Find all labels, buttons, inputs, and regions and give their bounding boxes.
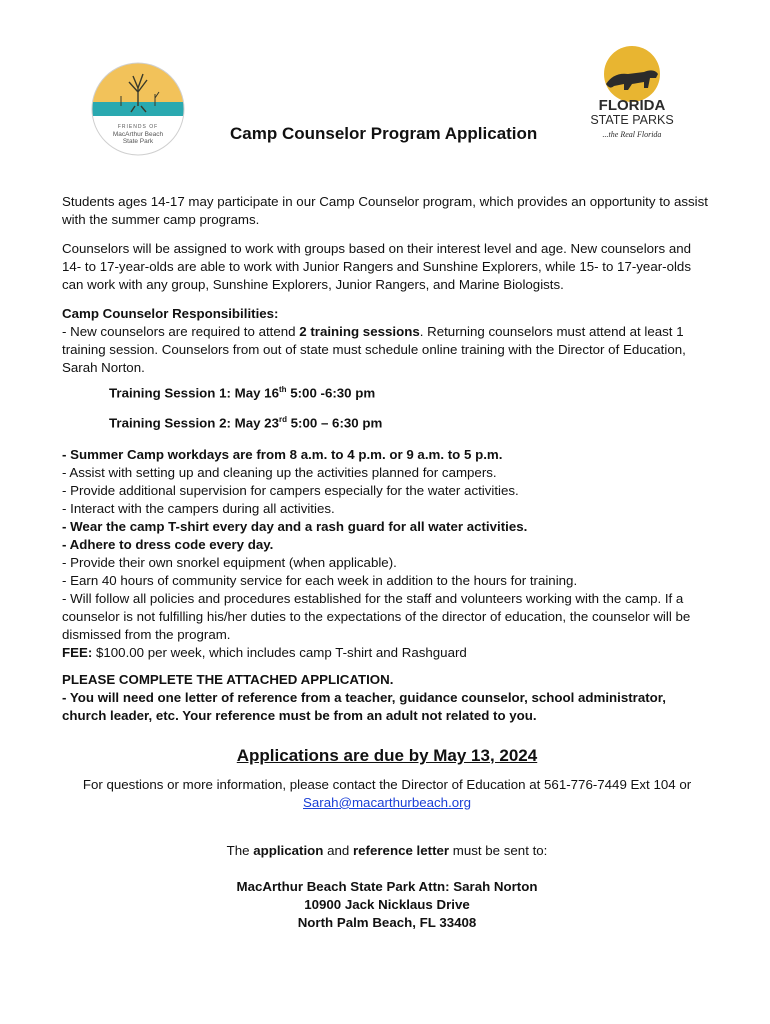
address-line-3: North Palm Beach, FL 33408 xyxy=(297,914,477,930)
responsibilities-heading: Camp Counselor Responsibilities: xyxy=(62,306,279,321)
responsibility-item: - Assist with setting up and cleaning up the activities planned for campers. xyxy=(62,464,497,480)
logo-right-line1: FLORIDA xyxy=(598,97,666,114)
responsibilities-training-text xyxy=(62,323,712,377)
responsibility-item: - Provide their own snorkel equipment (when applicable). xyxy=(62,554,397,570)
resp-text-bold: 2 training sessions xyxy=(299,324,420,339)
responsibility-item: - Will follow all policies and procedures established for the staff and volunteers working with the camp. If a counselor is not fulfilling his/her duties to the expectations of the director of education, the counselor will be dismissed from the program. xyxy=(62,590,691,642)
session-1-suffix: 5:00 -6:30 pm xyxy=(286,385,376,401)
training-sessions xyxy=(109,381,712,433)
session-2-suffix: 5:00 – 6:30 pm xyxy=(286,415,383,431)
responsibility-item: - Wear the camp T-shirt every day and a rash guard for all water activities. xyxy=(62,518,528,534)
contact-info xyxy=(62,776,712,812)
send-and: and xyxy=(323,842,353,858)
send-rest: must be sent to: xyxy=(449,842,548,858)
logo-left-line1: FRIENDS OF xyxy=(117,124,159,130)
session-2-prefix: Training Session 2: May 23 xyxy=(109,415,279,431)
intro-paragraph-2: Counselors will be assigned to work with groups based on their interest level and age. New counselors and 14- to 17-year-olds are able to work with Junior Rangers and Sunshine Explorers, while 15- to 17-year-olds can work with any group, Sunshine Explorers, Junior Rangers, and Marine Biologists. xyxy=(62,241,691,292)
send-the: The xyxy=(226,842,254,858)
intro-paragraph-1: Students ages 14-17 may participate in our Camp Counselor program, which provides an opportunity to assist with the summer camp programs. xyxy=(62,194,708,227)
complete-line-1: PLEASE COMPLETE THE ATTACHED APPLICATION. xyxy=(62,671,394,687)
florida-state-parks-logo xyxy=(584,44,680,144)
contact-text: For questions or more information, please contact the Director of Education at 561-776-7449 Ext 104 or xyxy=(82,776,692,792)
responsibility-item: - Summer Camp workdays are from 8 a.m. to 4 p.m. or 9 a.m. to 5 p.m. xyxy=(62,446,503,462)
session-1-sup: th xyxy=(278,385,287,394)
mailing-address xyxy=(62,878,712,932)
logo-left-line3: State Park xyxy=(122,138,154,145)
fee-line xyxy=(62,644,712,662)
responsibility-item: - Provide additional supervision for campers especially for the water activities. xyxy=(62,482,519,498)
email-link[interactable]: Sarah@macarthurbeach.org xyxy=(303,794,471,810)
send-application: application xyxy=(253,842,324,858)
send-to-line xyxy=(62,842,712,860)
resp-text-b: . Returning counselors must attend at least 1 training session. Counselors from out of state must schedule online training with the Director of Education, Sarah Norton. xyxy=(62,324,686,375)
session-2-sup: rd xyxy=(278,415,287,425)
fee-label: FEE: xyxy=(62,644,93,660)
responsibility-item: - Interact with the campers during all activities. xyxy=(62,500,335,516)
training-session-2 xyxy=(109,411,712,432)
address-line-2: 10900 Jack Nicklaus Drive xyxy=(304,896,470,912)
complete-line-2: - You will need one letter of reference from a teacher, guidance counselor, school administrator, church leader, etc. Your reference must be from an adult not related to you. xyxy=(62,689,666,723)
due-date-heading: Applications are due by May 13, 2024 xyxy=(236,745,538,765)
address-line-1: MacArthur Beach State Park Attn: Sarah Norton xyxy=(236,878,538,894)
logo-left-line2: MacArthur Beach xyxy=(112,131,164,138)
document-body xyxy=(62,193,712,932)
page-title: Camp Counselor Program Application xyxy=(230,124,538,143)
fee-text: $100.00 per week, which includes camp T-shirt and Rashguard xyxy=(92,644,467,660)
training-session-1 xyxy=(109,381,712,402)
responsibility-item: - Earn 40 hours of community service for each week in addition to the hours for training. xyxy=(62,572,578,588)
resp-text-a: - New counselors are required to attend xyxy=(62,324,300,339)
session-1-prefix: Training Session 1: May 16 xyxy=(109,385,279,401)
responsibility-list xyxy=(62,446,712,644)
responsibility-item: - Adhere to dress code every day. xyxy=(62,536,274,552)
logo-right-tagline: ...the Real Florida xyxy=(602,130,662,139)
logo-right-line2: STATE PARKS xyxy=(590,113,674,127)
send-reference: reference letter xyxy=(352,842,450,858)
application-instructions xyxy=(62,671,712,725)
friends-of-macarthur-beach-logo xyxy=(91,62,185,156)
